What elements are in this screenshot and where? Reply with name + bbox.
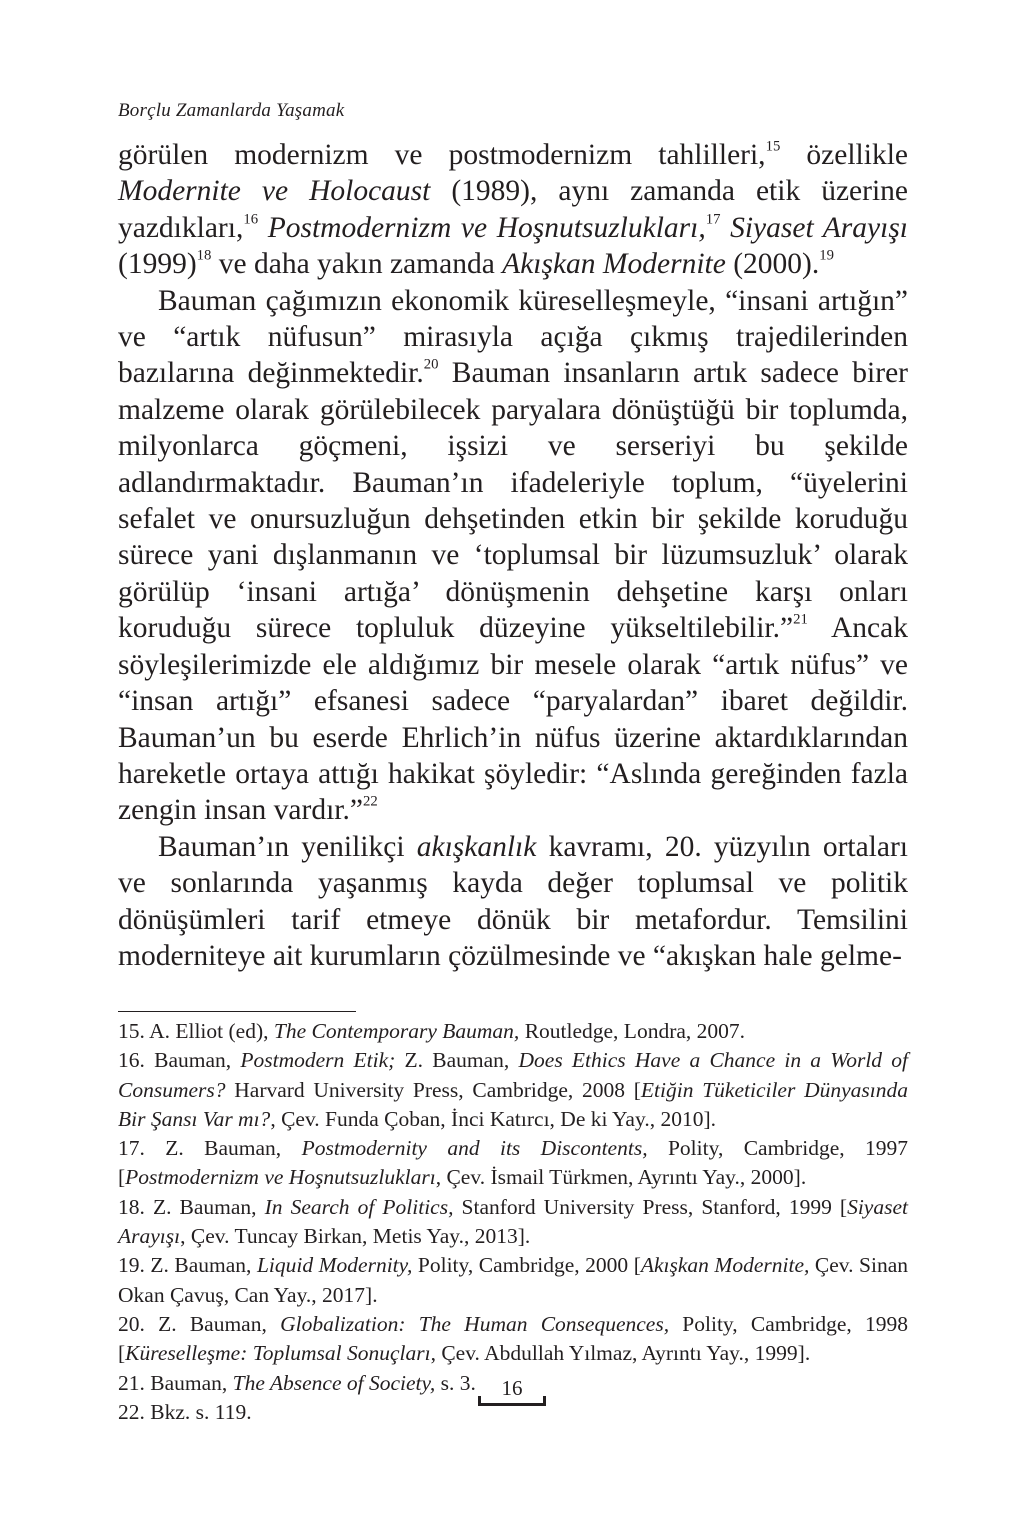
text-run: görülen modernizm ve postmodernizm tahlilleri, <box>118 139 766 171</box>
text-run: Bauman çağımızın ekonomik küreselleşmeyle, “insani artığın” ve “artık nüfusun” mirasıyla açığa çıkmış trajedilerinden bazılarına değinmektedir. <box>118 284 908 390</box>
text-run: Bauman’ın yenilikçi <box>158 830 417 863</box>
text-run: (1999) <box>118 248 197 281</box>
text-run: 18. Z. Bauman, <box>118 1194 265 1219</box>
italic-text: The Contemporary Bauman, <box>273 1019 520 1043</box>
text-run: (2000). <box>725 248 820 281</box>
text-run: s. 3. <box>435 1370 476 1395</box>
footnote-ref: 18 <box>196 247 212 264</box>
text-run: , Çev. Tuncay Birkan, Metis Yay., 2013]. <box>180 1224 531 1249</box>
footnote <box>118 1017 908 1046</box>
text-run: ve daha yakın zamanda <box>211 248 503 281</box>
text-run: Harvard University Press, Cambridge, 2008 [ <box>225 1077 641 1102</box>
italic-text: Siyaset Arayışı <box>730 211 908 244</box>
text-run <box>258 212 268 244</box>
body-text <box>118 137 908 974</box>
italic-text: Postmodernity and its Discontents, <box>301 1136 648 1161</box>
text-run: özellikle <box>780 139 908 171</box>
italic-text: Akışkan Modernite, <box>640 1253 810 1278</box>
footnote-ref: 15 <box>765 138 781 155</box>
italic-text: Postmodernizm ve Hoşnutsuzlukları <box>125 1165 436 1190</box>
italic-text: akışkanlık <box>416 830 537 863</box>
text-run: kavramı, 20. yüzyılın ortaları ve sonlarında yaşanmış kayda değer toplumsal ve politik dönüşümleri tarif etmeye dönük bir metafordur. Temsilini moderniteye ait kurumların çözülmesinde ve “akışkan hale gelme- <box>118 830 908 972</box>
paragraph <box>118 829 908 975</box>
footnote-ref: 19 <box>819 247 834 264</box>
italic-text: Akışkan Modernite <box>502 248 726 281</box>
page-number-tick-right <box>543 1396 546 1406</box>
footnote-ref: 22 <box>362 794 378 811</box>
text-run: Z. Bauman, <box>395 1048 519 1073</box>
text-run: 16. Bauman, <box>118 1048 241 1073</box>
text-run: Polity, Cambridge, 2000 [ <box>412 1253 641 1278</box>
footnote-ref: 17 <box>705 211 721 228</box>
italic-text: Globalization: The Human Consequences, <box>280 1311 670 1336</box>
running-head: Borçlu Zamanlarda Yaşamak <box>118 100 345 121</box>
page-number-ornament <box>478 1376 546 1406</box>
footnote <box>118 1134 908 1193</box>
text-run: Polity, Cambridge, 1998 [ <box>118 1311 908 1366</box>
text-run: 17. Z. Bauman, <box>118 1136 302 1161</box>
text-run: , Çev. Abdullah Yılmaz, Ayrıntı Yay., 1999]. <box>430 1341 811 1366</box>
italic-text: Liquid Modernity, <box>256 1253 413 1278</box>
text-run: Çev. Sinan Okan Çavuş, Can Yay., 2017]. <box>118 1253 908 1307</box>
text-run: 19. Z. Bauman, <box>118 1253 257 1278</box>
footnote <box>118 1251 908 1310</box>
paragraph <box>118 283 908 829</box>
italic-text: In Search of Politics, <box>264 1194 454 1219</box>
text-run: , Çev. İsmail Türkmen, Ayrıntı Yay., 2000]. <box>435 1165 807 1190</box>
page-number: 16 <box>501 1376 523 1400</box>
text-run: Routledge, Londra, 2007. <box>519 1019 746 1043</box>
text-run: 22. Bkz. s. 119. <box>118 1399 252 1424</box>
text-run: 21. Bauman, <box>118 1370 233 1395</box>
page-number-tick-left <box>478 1396 481 1406</box>
footnote-ref: 16 <box>243 211 259 228</box>
italic-text: Siyaset Arayışı <box>118 1194 908 1249</box>
paragraph <box>118 137 908 283</box>
text-run <box>720 212 730 244</box>
italic-text: Modernite ve Holocaust <box>118 175 431 208</box>
text-run: 20. Z. Bauman, <box>118 1311 281 1336</box>
footnote <box>118 1310 908 1369</box>
footnote-ref: 20 <box>423 357 439 374</box>
text-run: Polity, Cambridge, 1997 [ <box>118 1136 908 1190</box>
italic-text: Postmodern Etik; <box>240 1048 396 1073</box>
footnote-divider <box>118 1011 356 1012</box>
footnote-ref: 21 <box>793 612 808 629</box>
text-run: (1989), aynı zamanda etik üzerine yazdıkları, <box>118 175 909 244</box>
italic-text: Küreselleşme: Toplumsal Sonuçları <box>125 1341 431 1366</box>
text-run: Stanford University Press, Stanford, 1999 [ <box>453 1194 848 1219</box>
page-number-bar <box>478 1403 546 1406</box>
footnotes <box>118 1017 908 1427</box>
italic-text: Etiğin Tüketiciler Dünyasında Bir Şansı Var mı? <box>118 1077 908 1131</box>
italic-text: The Absence of Society, <box>232 1370 436 1395</box>
italic-text: Does Ethics Have a Chance in a World of Consumers? <box>118 1048 908 1102</box>
italic-text: Postmodernizm ve Hoşnutsuzlukları, <box>267 211 706 244</box>
footnote <box>118 1193 908 1252</box>
text-run: , Çev. Funda Çoban, İnci Katırcı, De ki Yay., 2010]. <box>270 1106 716 1131</box>
text-run: Ancak söyleşilerimizde ele aldığımız bir mesele olarak “artık nüfus” ve “insan artığı” efsanesi sadece “paryalardan” ibaret değildir. Bauman’un bu eserde Ehrlich’in nüfus üzerine aktardıklarından hareketle ortaya attığı hakikat şöyledir: “Aslında gereğinden fazla zengin insan vardır.” <box>118 612 908 827</box>
text-run: 15. A. Elliot (ed), <box>118 1019 274 1043</box>
footnote <box>118 1046 908 1134</box>
text-run: Bauman insanların artık sadece birer malzeme olarak görülebilecek paryalara dönüştüğü bir toplumda, milyonlarca göçmeni, işsizi ve serseriyi bu şekilde adlandırmaktadır. Bauman’ın ifadeleriyle toplum, “üyelerini sefalet ve onursuzluğun dehşetinden etkin bir şekilde koruduğu sürece yani dışlanmanın ve ‘toplumsal bir lüzumsuzluk’ olarak görülüp ‘insani artığa’ dönüşmenin dehşetine karşı onları koruduğu sürece topluluk düzeyine yükseltilebilir.” <box>118 357 908 645</box>
